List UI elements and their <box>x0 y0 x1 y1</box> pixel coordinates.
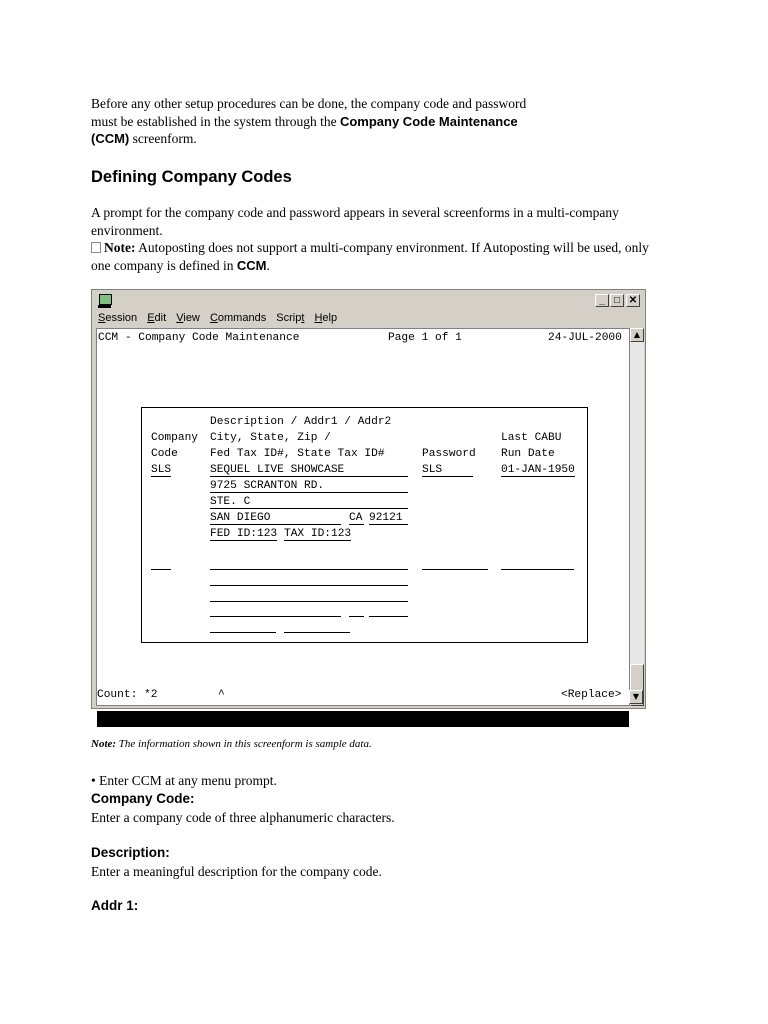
menu-view[interactable]: View <box>176 312 200 324</box>
description-label: Description: <box>91 845 170 860</box>
company-code-text: Enter a company code of three alphanumeric characters. <box>91 810 395 825</box>
company-code-field[interactable]: SLS <box>151 464 172 476</box>
bullet-item: • Enter CCM at any menu prompt. <box>91 773 277 788</box>
menu-commands[interactable]: Commands <box>209 312 267 324</box>
note-label: Note: <box>104 240 136 255</box>
menu-session[interactable]: Session <box>98 312 138 324</box>
empty-zip-field[interactable] <box>369 616 408 617</box>
header-last-cabu: Last CABU <box>501 432 562 444</box>
company-code-label: Company Code: <box>91 791 195 806</box>
status-mode: <Replace> <box>561 689 622 701</box>
note-text: Autoposting does not support a multi-company environment. If Autoposting will be used, only one company is defined in <box>91 240 649 273</box>
maximize-button[interactable]: □ <box>610 294 624 307</box>
note-box-icon <box>91 242 101 253</box>
header-tax-ids: Fed Tax ID#, State Tax ID# <box>210 448 385 460</box>
screen-date: 24-JUL-2000 <box>548 332 622 344</box>
zip-field[interactable]: 92121 <box>369 512 408 525</box>
status-count: Count: *2 <box>97 689 158 701</box>
header-run-date: Run Date <box>501 448 555 460</box>
empty-description-field[interactable] <box>210 569 408 570</box>
header-city-state-zip: City, State, Zip / <box>210 432 331 444</box>
scroll-up-arrow-icon[interactable]: ▲ <box>630 328 644 342</box>
fed-id-field[interactable]: FED ID:123 <box>210 528 278 540</box>
prompt-text: A prompt for the company code and password appears in several screenforms in a multi-company environment. <box>91 205 619 238</box>
password-field[interactable]: SLS <box>422 464 473 477</box>
note-end: . <box>266 257 270 273</box>
empty-addr2-field[interactable] <box>210 601 408 602</box>
status-caret: ^ <box>218 689 225 701</box>
state-field[interactable]: CA <box>349 512 363 524</box>
intro-paragraph <box>91 95 541 148</box>
addr1-field[interactable]: 9725 SCRANTON RD. <box>210 480 408 493</box>
addr1-label: Addr 1: <box>91 898 139 913</box>
city-field[interactable]: SAN DIEGO <box>210 512 341 525</box>
description-text: Enter a meaningful description for the company code. <box>91 864 382 879</box>
intro-text-end: screenform. <box>129 131 197 146</box>
run-date-field[interactable]: 01-JAN-1950 <box>501 464 575 476</box>
note-ccm: CCM <box>236 257 267 273</box>
empty-tax-id-field[interactable] <box>284 632 350 633</box>
empty-city-field[interactable] <box>210 616 341 617</box>
sample-data-note <box>91 738 372 750</box>
menu-bar <box>98 312 344 328</box>
close-button[interactable]: ✕ <box>626 294 640 307</box>
page-indicator: Page 1 of 1 <box>388 332 462 344</box>
intro-text: Before any other setup procedures can be done, the company code and password must be established in the system through the <box>91 96 527 129</box>
scroll-down-arrow-icon[interactable]: ▼ <box>629 690 643 704</box>
header-company: Company <box>151 432 198 444</box>
note-caption-text: The information shown in this screenform is sample data. <box>116 738 372 750</box>
menu-edit[interactable]: Edit <box>147 312 167 324</box>
empty-password-field[interactable] <box>422 569 488 570</box>
header-code: Code <box>151 448 178 460</box>
empty-run-date-field[interactable] <box>501 569 574 570</box>
note-caption-label: Note: <box>91 738 117 750</box>
tax-id-field[interactable]: TAX ID:123 <box>284 528 352 540</box>
company-form-box <box>141 407 588 643</box>
terminal-window <box>91 289 646 709</box>
vertical-scrollbar[interactable] <box>630 328 644 706</box>
prompt-paragraph <box>91 204 661 274</box>
empty-state-field[interactable] <box>349 616 364 617</box>
title-bar <box>94 292 643 310</box>
screen-title: CCM - Company Code Maintenance <box>98 332 300 344</box>
header-password: Password <box>422 448 476 460</box>
empty-addr1-field[interactable] <box>210 585 408 586</box>
menu-help[interactable]: Help <box>314 312 338 324</box>
minimize-button[interactable]: _ <box>595 294 609 307</box>
computer-icon <box>99 294 112 305</box>
status-line <box>96 689 628 705</box>
section-heading: Defining Company Codes <box>91 168 292 186</box>
status-separator <box>97 711 629 727</box>
empty-code-field[interactable] <box>151 569 171 570</box>
empty-fed-id-field[interactable] <box>210 632 276 633</box>
intro-bold-term: Company Code Maintenance (CCM) <box>91 113 518 146</box>
addr2-field[interactable]: STE. C <box>210 496 408 509</box>
description-field[interactable]: SEQUEL LIVE SHOWCASE <box>210 464 408 477</box>
terminal-screen[interactable] <box>96 328 630 706</box>
menu-script[interactable]: Script <box>276 312 305 324</box>
header-description: Description / Addr1 / Addr2 <box>210 416 392 428</box>
